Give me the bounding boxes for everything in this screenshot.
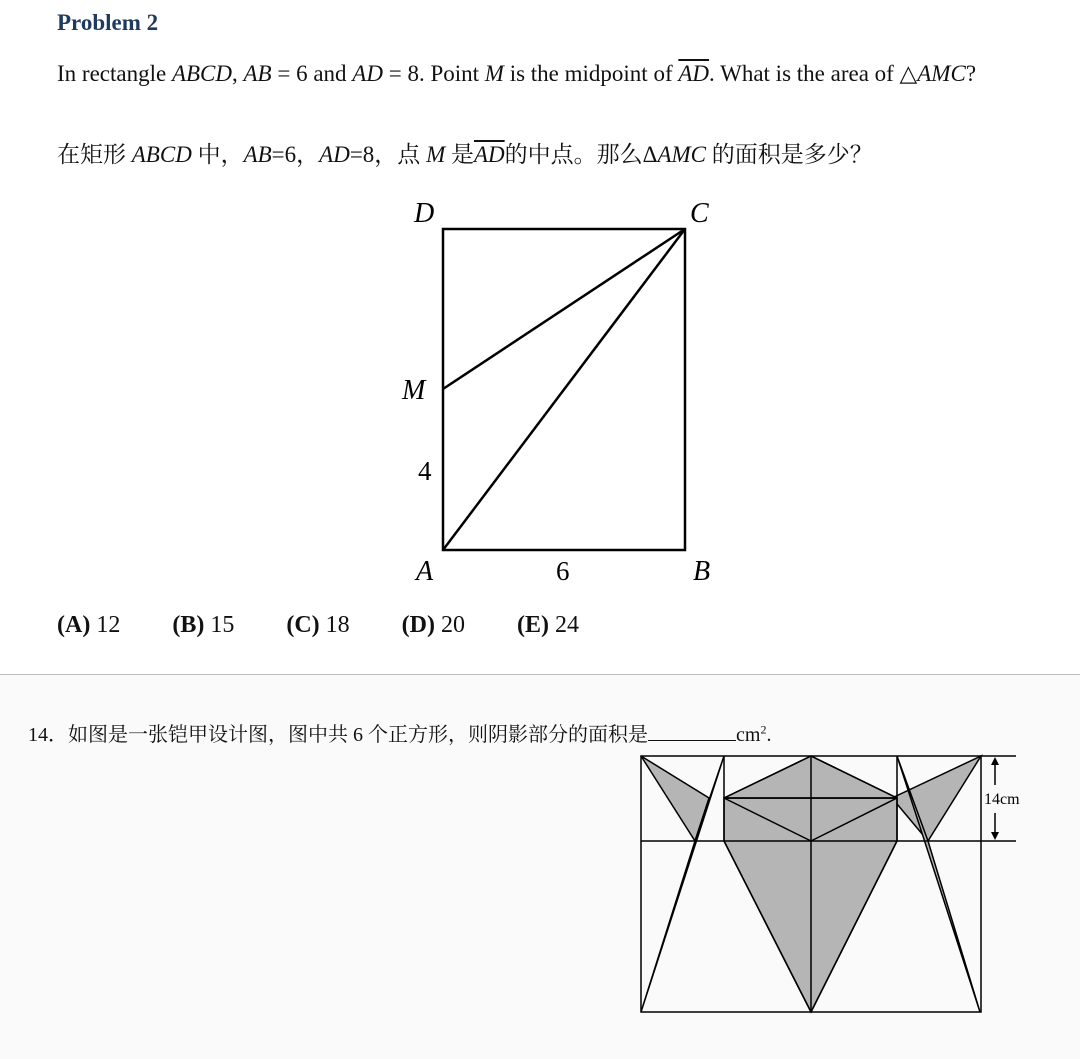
problem-statement-english: In rectangle ABCD, AB = 6 and AD = 8. Point M is the midpoint of $\overline{AD}$. What is the area of △AMC? [57,61,977,86]
answer-blank[interactable] [648,722,736,741]
choice-a[interactable]: (A) 12 [57,612,121,638]
choice-c[interactable]: (C) 18 [286,612,350,638]
dimension-label: 14cm [984,791,1020,808]
label-6: 6 [556,556,570,586]
problem-14-statement: 14．如图是一张铠甲设计图，图中共 6 个正方形，则阴影部分的面积是 $cm^2$. [28,722,772,746]
label-a: A [416,556,434,587]
choice-d[interactable]: (D) 20 [401,612,465,638]
label-4: 4 [418,456,432,486]
rectangle-abcd-figure [380,190,740,600]
shade-right-wing [892,756,981,841]
label-b: B [693,556,711,587]
segment-mc [443,229,685,389]
choice-b[interactable]: (B) 15 [172,612,235,638]
problem-statement-chinese: 在矩形 ABCD 中，AB=6，AD=8，点 M 是$\overline{AD}$的中点。那么ΔAMC 的面积是多少？ [57,142,873,167]
dim-arrow-up-icon [991,757,999,765]
dim-arrow-down-icon [991,832,999,840]
segment-ac [443,229,685,550]
label-m: M [402,375,426,406]
problem-title: Problem 2 [57,10,159,35]
answer-choices [57,612,625,639]
label-d: D [414,198,435,229]
armor-design-figure [630,749,1040,1019]
problem-14-section [0,675,1080,1059]
choice-e[interactable]: (E) 24 [516,612,579,638]
label-c: C [690,198,709,229]
